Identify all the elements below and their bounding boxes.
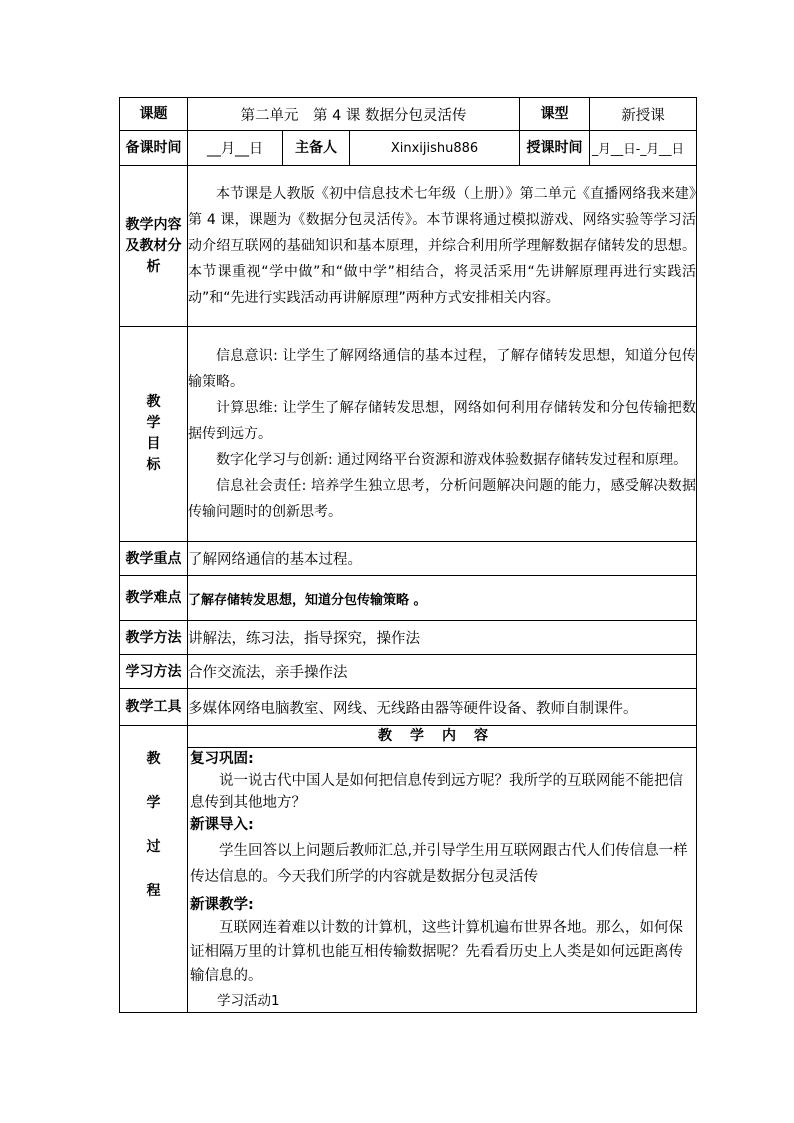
lesson-plan-table: [119, 97, 697, 1013]
teach-time-label: 授课时间: [520, 131, 590, 166]
goal-item: 信息意识: 让学生了解网络通信的基本过程，了解存储转发思想，知道分包传输策略。: [188, 348, 696, 390]
topic-label: 课题: [120, 98, 188, 131]
learn-method-text: 合作交流法，亲手操作法: [188, 655, 697, 689]
learn-method-row: [120, 655, 697, 689]
topic-row: [120, 98, 697, 131]
process-row: [120, 726, 697, 1013]
activity-label: 学习活动1: [217, 993, 280, 1009]
tools-text: 多媒体网络电脑教室、网线、无线路由器等硬件设备、教师自制课件。: [188, 689, 697, 726]
method-text: 讲解法，练习法，指导探究，操作法: [188, 621, 697, 655]
new-lesson-text: 互联网连着难以计数的计算机，这些计算机遍布世界各地。那么，如何保证相隔万里的计算机也能互相传输数据呢？先看看历史上人类是如何远距离传输信息的。: [190, 920, 683, 984]
goals-label-char: 学: [146, 415, 161, 431]
review-text: 说一说古代中国人是如何把信息传到远方呢？我所学的互联网能不能把信息传到其他地方？: [190, 773, 683, 811]
intro-text: 学生回答以上问题后教师汇总,并引导学生用互联网跟古代人们传信息一样传达信息的。今天我们所学的内容就是数据分包灵活传: [190, 843, 688, 885]
tools-row: [120, 689, 697, 726]
key-point-row: [120, 542, 697, 576]
new-lesson-title: 新课教学:: [190, 897, 254, 913]
process-label-char: 过: [146, 839, 161, 855]
prep-time-label: 备课时间: [120, 131, 188, 166]
key-point-label: 教学重点: [120, 542, 188, 576]
difficulty-row: [120, 576, 697, 621]
goals-label-char: 教: [146, 394, 161, 410]
preparer-value: Xinxijishu886: [350, 131, 520, 166]
difficulty-label: 教学难点: [120, 576, 188, 621]
process-label-char: 学: [146, 795, 161, 811]
process-label: [120, 726, 188, 1013]
goals-label-char: 标: [146, 457, 161, 473]
goals-label: [120, 327, 188, 542]
goal-item: 信息社会责任: 培养学生独立思考，分析问题解决问题的能力，感受解决数据传输问题时的创新思考。: [188, 478, 696, 520]
intro-title: 新课导入:: [190, 817, 254, 833]
process-label-char: 程: [146, 883, 161, 899]
time-row: [120, 131, 697, 166]
lesson-type-label: 课型: [520, 98, 590, 131]
learn-method-label: 学习方法: [120, 655, 188, 689]
goal-item: 计算思维: 让学生了解存储转发思想，网络如何利用存储转发和分包传输把数据传到远方。: [188, 400, 696, 442]
key-point-text: 了解网络通信的基本过程。: [188, 542, 697, 576]
teach-time-value: _月__日-_月__日: [590, 131, 697, 166]
goals-label-char: 目: [146, 436, 161, 452]
prep-time-value: __月__日: [188, 131, 283, 166]
analysis-label: 教学内容及教材分析: [120, 166, 188, 327]
goals-row: [120, 327, 697, 542]
preparer-label: 主备人: [283, 131, 350, 166]
analysis-row: [120, 166, 697, 327]
difficulty-text: 了解存储转发思想，知道分包传输策略 。: [188, 576, 697, 621]
process-body: [188, 748, 696, 1012]
review-title: 复习巩固:: [190, 751, 254, 767]
method-row: [120, 621, 697, 655]
process-label-char: 教: [146, 751, 161, 767]
lesson-type-value: 新授课: [590, 98, 697, 131]
lesson-title: 第二单元 第 4 课 数据分包灵活传: [188, 98, 520, 131]
method-label: 教学方法: [120, 621, 188, 655]
content-title: 教学内容: [188, 726, 696, 748]
analysis-text: 本节课是人教版《初中信息技术七年级（上册）》第二单元《直播网络我来建》第 4 课，课题为《数据分包灵活传》。本节课将通过模拟游戏、网络实验等学习活动介绍互联网的基础知识和基本原理，并综合利用所学理解数据存储转发的思想。本节课重视“学中做”和“做中学”相结合，将灵活采用“先讲解原理再进行实践活动”和“先进行实践活动再讲解原理”两种方式安排相关内容。: [188, 186, 696, 306]
goal-item: 数字化学习与创新: 通过网络平台资源和游戏体验数据存储转发过程和原理。: [216, 452, 688, 468]
tools-label: 教学工具: [120, 689, 188, 726]
